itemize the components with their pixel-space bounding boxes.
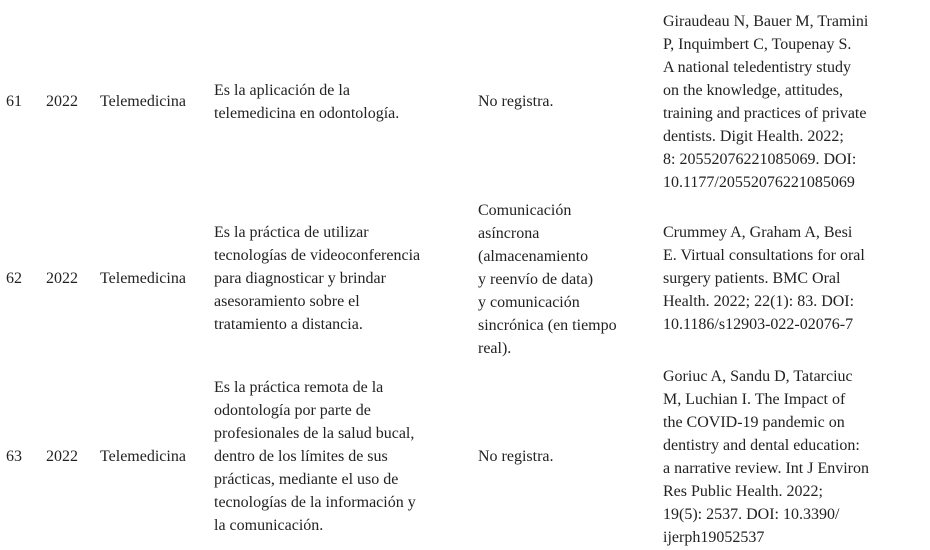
row-definition: Es la práctica remota de la odontología por parte de profesionales de la salud bucal, dentro de los límites de sus prácticas, mediante el uso de tecnologías de la información y la comunicación. xyxy=(214,379,416,534)
row-reference: Goriuc A, Sandu D, Tatarciuc M, Luchian I. The Impact of the COVID-19 pandemic on dentistry and dental education: a narrative review. Int J Environ Res Public Health. 2022; 19(5): 2537. DOI: 10.3390/ ijerph19052537 xyxy=(663,368,869,546)
row-number: 63 xyxy=(6,448,22,465)
row-communication: Comunicación asíncrona (almacenamiento y reenvío de data) y comunicación sincrónica (en tiempo real). xyxy=(478,202,617,357)
row-type: Telemedicina xyxy=(100,270,186,287)
row-type: Telemedicina xyxy=(100,448,186,465)
row-type: Telemedicina xyxy=(100,93,186,110)
row-communication: No registra. xyxy=(478,93,554,110)
row-year: 2022 xyxy=(46,270,78,287)
row-reference: Giraudeau N, Bauer M, Tramini P, Inquimbert C, Toupenay S. A national teledentistry study on the knowledge, attitudes, training and practices of private dentists. Digit Health. 2022; 8: 20552076221085069. DOI: 10.1177/20552076221085069 xyxy=(663,13,869,191)
row-definition: Es la aplicación de la telemedicina en odontología. xyxy=(214,82,400,122)
row-communication: No registra. xyxy=(478,448,554,465)
row-reference: Crummey A, Graham A, Besi E. Virtual consultations for oral surgery patients. BMC Oral Health. 2022; 22(1): 83. DOI: 10.1186/s12903-022-02076-7 xyxy=(663,224,865,333)
row-number: 61 xyxy=(6,93,22,110)
row-definition: Es la práctica de utilizar tecnologías de videoconferencia para diagnosticar y brindar asesoramiento sobre el tratamiento a distancia. xyxy=(214,224,421,333)
row-year: 2022 xyxy=(46,93,78,110)
row-number: 62 xyxy=(6,270,22,287)
row-year: 2022 xyxy=(46,448,78,465)
